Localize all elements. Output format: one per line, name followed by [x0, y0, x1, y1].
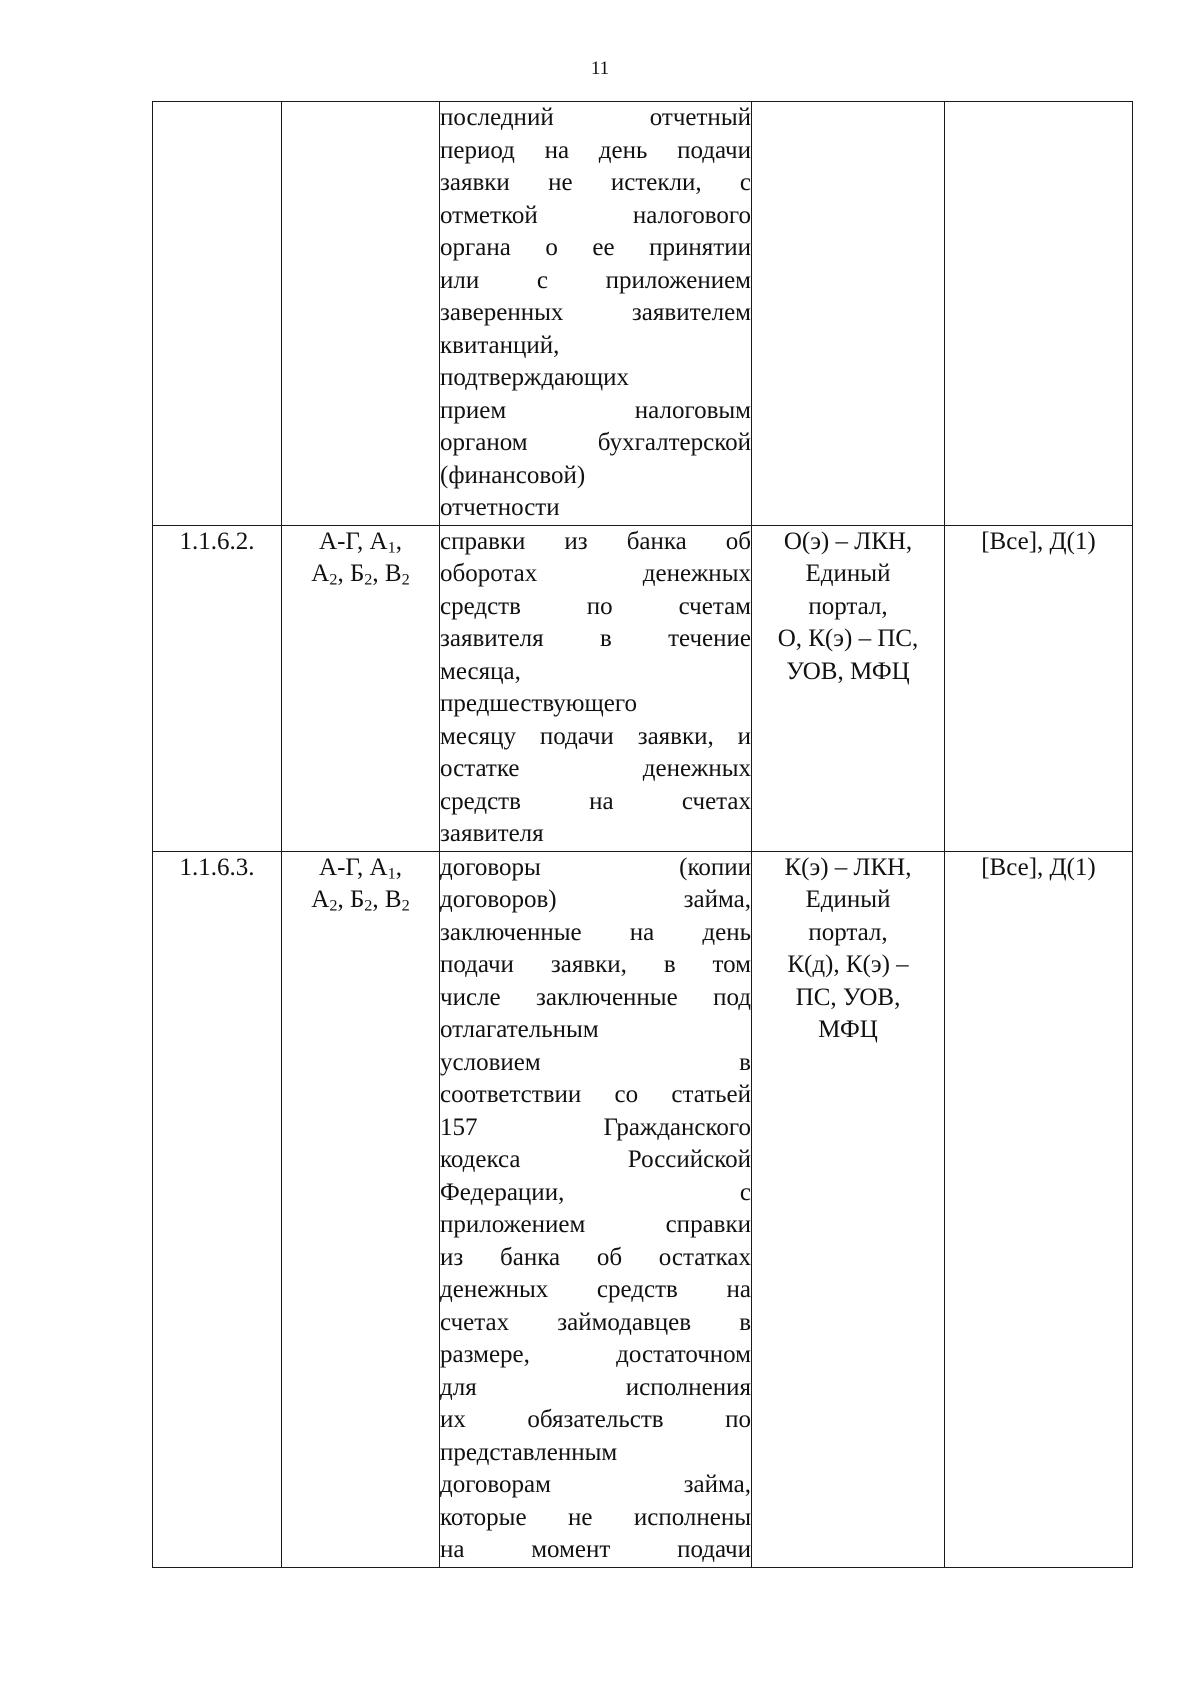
document-text-line: период на день подачи — [440, 136, 751, 164]
category-subscript: 2 — [329, 570, 338, 589]
document-text-line: заявителя — [440, 820, 544, 847]
submission-method-cell — [752, 102, 945, 526]
submission-method-cell — [752, 525, 945, 851]
page-number: 11 — [590, 58, 610, 79]
document-text-line: размере, достаточном — [440, 1341, 751, 1368]
document-text-line: представленным — [440, 1438, 618, 1466]
document-text-line: отлагательным — [440, 1016, 599, 1043]
category-text: , Б — [337, 560, 365, 587]
category-text: А-Г, А — [319, 527, 388, 555]
submission-method-line: ПС, УОВ, — [795, 983, 901, 1011]
requirement-rule-cell: [Все], Д(1) — [945, 525, 1133, 851]
category-text: А — [311, 886, 330, 913]
category-text: , В — [372, 560, 402, 587]
document-text-line: органом бухгалтерской — [440, 429, 751, 456]
document-text-line: подтверждающих — [440, 364, 629, 391]
document-text-line: подачи заявки, в том — [440, 951, 751, 978]
requirement-rule-cell — [945, 102, 1133, 526]
category-subscript: 1 — [387, 863, 396, 882]
table-row — [153, 525, 1133, 851]
document-text-line: справки из банка об — [440, 527, 751, 555]
document-text-line: (финансовой) — [440, 461, 586, 489]
document-text-line: договоры (копии — [440, 853, 751, 881]
document-description-cell — [440, 102, 752, 526]
category-line — [282, 884, 439, 917]
row-number-cell: 1.1.6.2. — [153, 525, 282, 851]
document-text-line: отчетности — [440, 494, 560, 521]
applicant-category-cell — [282, 102, 440, 526]
document-text-line: остатке денежных — [440, 755, 751, 782]
submission-method-line: портал, — [808, 592, 888, 620]
document-text-line: для исполнения — [440, 1373, 751, 1401]
category-subscript: 2 — [401, 570, 410, 589]
document-text-line: предшествующего — [440, 690, 637, 717]
category-line — [282, 526, 439, 559]
submission-method-line: К(д), К(э) – — [787, 951, 909, 978]
category-text: , В — [372, 886, 402, 913]
document-text-line: оборотах денежных — [440, 560, 751, 587]
document-text-line: счетах займодавцев в — [440, 1308, 751, 1336]
document-text-line: отметкой налогового — [440, 201, 751, 229]
category-text: , — [395, 853, 402, 881]
document-text-line: приложением справки — [440, 1211, 751, 1238]
document-text-line: денежных средств на — [440, 1276, 751, 1303]
document-description-cell — [440, 525, 752, 851]
submission-method-line: К(э) – ЛКН, — [784, 853, 912, 881]
document-text-line: заявителя в течение — [440, 625, 751, 652]
document-text-line: условием в — [440, 1048, 751, 1076]
submission-method-line: Единый — [805, 886, 891, 913]
submission-method-line: УОВ, МФЦ — [786, 657, 910, 685]
document-text-line: которые не исполнены — [440, 1503, 751, 1531]
document-text-line: прием налоговым — [440, 396, 751, 424]
requirements-table — [152, 101, 1133, 1568]
applicant-category-cell — [282, 525, 440, 851]
category-line — [282, 852, 439, 885]
document-text-line: на момент подачи — [440, 1536, 751, 1563]
category-subscript: 1 — [387, 537, 396, 556]
submission-method-line: МФЦ — [818, 1016, 878, 1043]
document-text-line: заявки не истекли, с — [440, 169, 751, 196]
category-subscript: 2 — [364, 896, 373, 915]
category-line — [282, 558, 439, 591]
table-body — [153, 102, 1133, 1568]
document-text-line: договоров) займа, — [440, 886, 751, 913]
table-row — [153, 102, 1133, 526]
document-text-line: средств по счетам — [440, 592, 751, 620]
submission-method-line: О(э) – ЛКН, — [783, 527, 913, 555]
document-text-line: заключенные на день — [440, 918, 751, 946]
category-text: , Б — [337, 886, 365, 913]
document-text-line: Федерации, с — [440, 1178, 751, 1206]
category-subscript: 2 — [401, 896, 410, 915]
category-subscript: 2 — [329, 896, 338, 915]
submission-method-line: портал, — [808, 918, 888, 946]
document-text-line: договорам займа, — [440, 1471, 751, 1498]
table-row — [153, 851, 1133, 1567]
submission-method-line: Единый — [805, 560, 891, 587]
document-text-line: соответствии со статьей — [440, 1081, 751, 1108]
document-text-line: их обязательств по — [440, 1406, 751, 1433]
document-text-line: 157 Гражданского — [440, 1113, 751, 1141]
submission-method-cell — [752, 851, 945, 1567]
row-number-cell: 1.1.6.3. — [153, 851, 282, 1567]
submission-method-line: О, К(э) – ПС, — [777, 625, 919, 652]
document-text-line: квитанций, — [440, 331, 560, 359]
document-text-line: средств на счетах — [440, 787, 751, 815]
document-text-line: или с приложением — [440, 266, 751, 294]
requirement-rule-cell: [Все], Д(1) — [945, 851, 1133, 1567]
document-text-line: числе заключенные под — [440, 983, 751, 1011]
document-description-cell — [440, 851, 752, 1567]
document-text-line: заверенных заявителем — [440, 299, 751, 326]
category-text: А — [311, 560, 330, 587]
document-text-line: кодекса Российской — [440, 1146, 751, 1173]
document-text-line: последний отчетный — [440, 104, 751, 131]
document-text-line: из банка об остатках — [440, 1243, 751, 1271]
document-text-line: месяца, — [440, 657, 521, 685]
category-text: А-Г, А — [319, 853, 388, 881]
document-text-line: месяцу подачи заявки, и — [440, 722, 751, 750]
category-text: , — [395, 527, 402, 555]
row-number-cell — [153, 102, 282, 526]
document-text-line: органа о ее принятии — [440, 234, 751, 261]
applicant-category-cell — [282, 851, 440, 1567]
category-subscript: 2 — [364, 570, 373, 589]
